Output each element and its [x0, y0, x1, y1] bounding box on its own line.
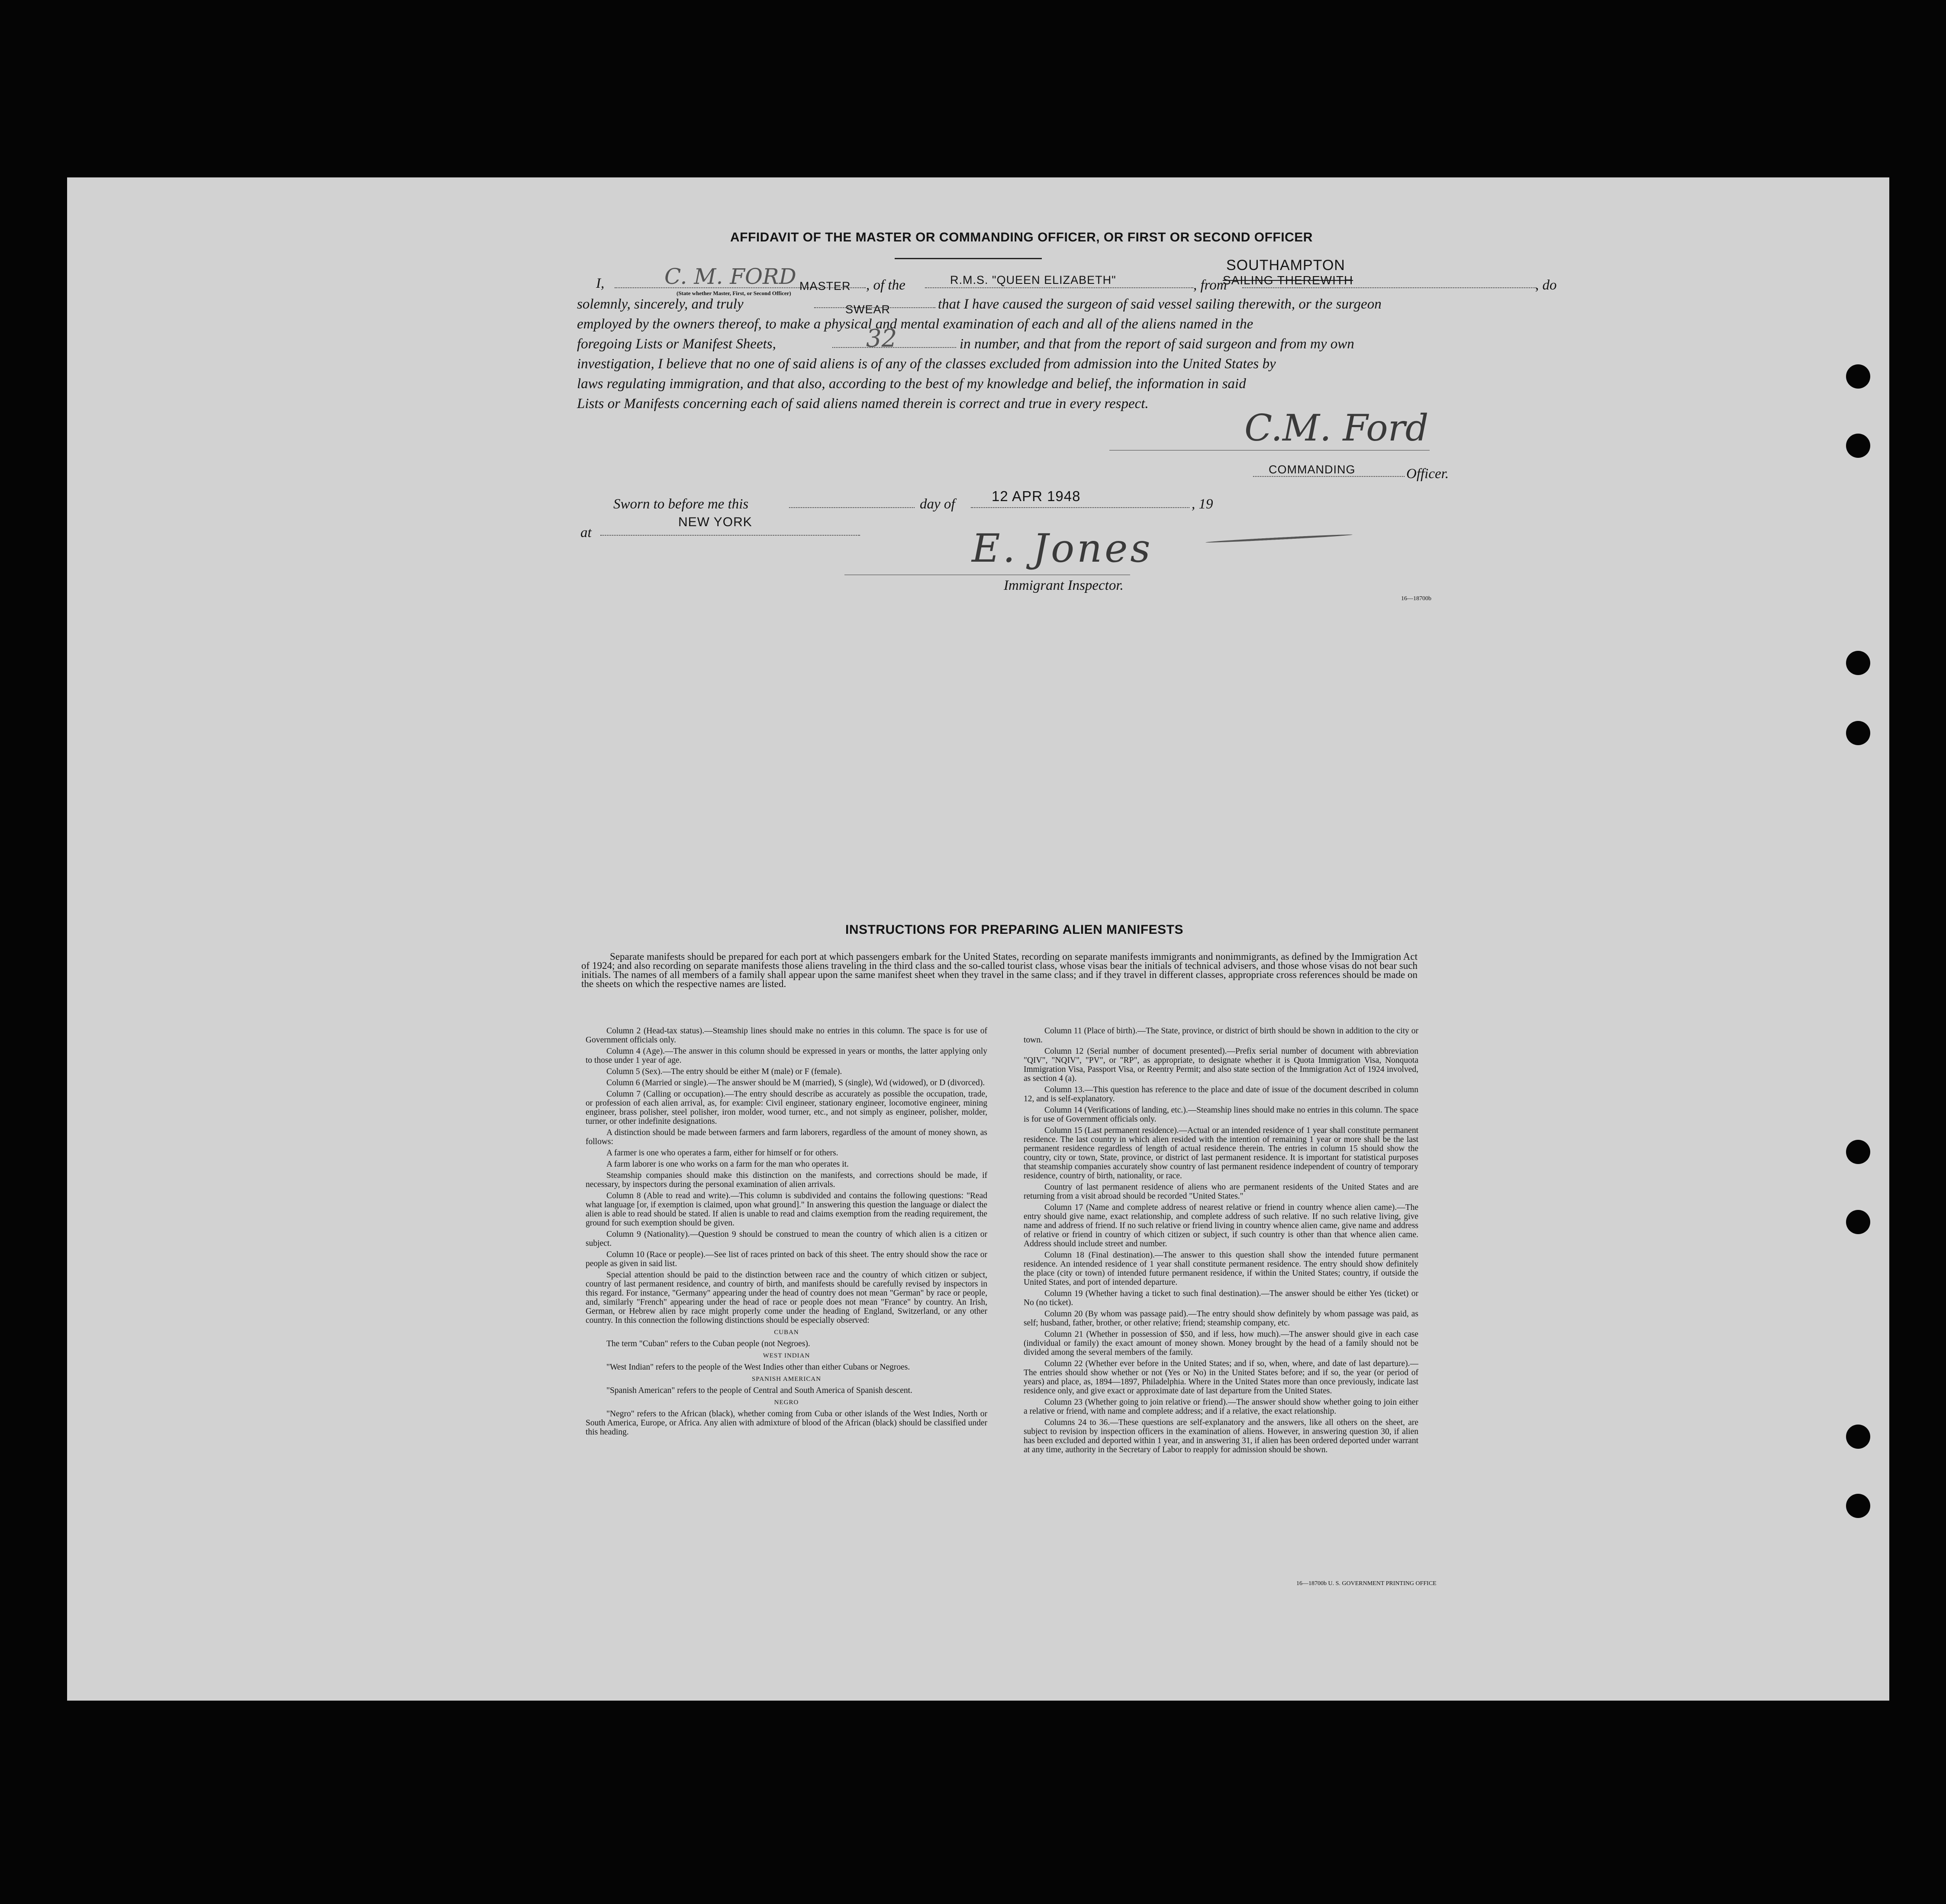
- negro-heading: NEGRO: [774, 1399, 799, 1406]
- left-paragraph: A farmer is one who operates a farm, either for himself or for others.: [606, 1148, 838, 1158]
- of-the-label: , of the: [866, 277, 905, 293]
- sheets-handwritten: 32: [866, 325, 897, 353]
- right-paragraph: Column 23 (Whether going to join relative or friend).—The answer should show whether going to join either a relative or friend, with name and complete address; and if a relative, the exact relationship.: [1024, 1398, 1418, 1416]
- inspector-label: Immigrant Inspector.: [1004, 578, 1124, 593]
- binder-hole: [1846, 1494, 1870, 1518]
- printing-footer: 16—18700b U. S. GOVERNMENT PRINTING OFFICE: [1296, 1580, 1437, 1587]
- binder-hole: [1846, 1210, 1870, 1234]
- do-label: , do: [1535, 277, 1557, 293]
- left-paragraph: Column 4 (Age).—The answer in this column should be expressed in years or months, the latter applying only to those under 1 year of age.: [586, 1047, 987, 1065]
- instructions-left-column: [586, 1026, 987, 1439]
- west-indian-heading: WEST INDIAN: [763, 1352, 810, 1359]
- inspector-signature: E. Jones: [972, 526, 1153, 571]
- place-typed: NEW YORK: [678, 515, 752, 529]
- cuban-heading: CUBAN: [774, 1329, 799, 1336]
- swear-typed: SWEAR: [845, 303, 891, 316]
- right-paragraph: Column 21 (Whether in possession of $50, and if less, how much).—The answer should give in each case (individual or family) the exact amount of money shown. Money brought by the head of a family should not be divided among the several members of the family.: [1024, 1330, 1418, 1357]
- left-paragraph: Column 6 (Married or single).—The answer should be M (married), S (single), Wd (widowed), or D (divorced).: [606, 1078, 985, 1087]
- struck-text: SAILING THEREWITH: [1223, 273, 1353, 287]
- master-signature: C.M. Ford: [1244, 407, 1429, 449]
- west-indian-paragraph: "West Indian" refers to the people of the West Indies other than either Cubans or Negroes.: [606, 1363, 910, 1372]
- title-divider: [895, 258, 1042, 259]
- left-paragraph: Column 7 (Calling or occupation).—The entry should describe as accurately as possible the occupation, trade, or profession of each alien arrival, as, for example: Civil engineer, stationary engineer, locomotive engineer, mining engineer, brass polisher, steel polisher, iron molder, wood turner, etc., and not simply as engineer, polisher, molder, turner, or other indefinite designations.: [586, 1090, 987, 1126]
- instructions-intro: [581, 952, 1418, 988]
- right-paragraph: Column 18 (Final destination).—The answer to this question shall show the intended future permanent residence. An intended residence of 1 year shall constitute permanent residence. The entry should show definitely the place (city or town) of intended future permanent residence, if within the United States; country, if outside the United States, and port of intended departure.: [1024, 1251, 1418, 1287]
- spanish-american-paragraph: "Spanish American" refers to the people of Central and South America of Spanish descent.: [606, 1386, 912, 1395]
- port-line: [1242, 287, 1537, 288]
- line2-b: that I have caused the surgeon of said vessel sailing therewith, or the surgeon: [938, 296, 1382, 312]
- left-paragraph: Column 9 (Nationality).—Question 9 should be construed to mean the country of which alien is a citizen or subject.: [586, 1230, 987, 1248]
- affidavit-title: AFFIDAVIT OF THE MASTER OR COMMANDING OFFICER, OR FIRST OR SECOND OFFICER: [730, 230, 1313, 244]
- affidavit-i: I,: [596, 276, 605, 291]
- port-typed: SOUTHAMPTON: [1226, 257, 1345, 273]
- line6: laws regulating immigration, and that also, according to the best of my knowledge and belief, the information in said: [577, 376, 1246, 392]
- left-paragraph: Column 2 (Head-tax status).—Steamship lines should make no entries in this column. The space is for use of Government officials only.: [586, 1026, 987, 1045]
- name-handwritten: C. M. FORD: [664, 264, 796, 289]
- binder-hole: [1846, 651, 1870, 675]
- right-paragraph: Columns 24 to 36.—These questions are self-explanatory and the answers, like all others on the sheet, are subject to revision by inspection officers in the examination of aliens. However, in answering question 30, if alien has been excluded and deported within 1 year, and in answering 31, if alien has been ordered deported under warrant at any time, authority in the Secretary of Labor to reapply for admission should be shown.: [1024, 1418, 1418, 1454]
- right-paragraph: Column 13.—This question has reference to the place and date of issue of the document described in column 12, and is self-explanatory.: [1024, 1085, 1418, 1103]
- right-paragraph: Column 17 (Name and complete address of nearest relative or friend in country whence alien came).—The entry should give name, exact relationship, and complete address of such relative. If no such relative living, give name and address of friend. If no such relative or friend living in country whence alien came, give name and address of relative or friend in country of which citizen or subject, if such country is other than that whence alien came. Address should include street and number.: [1024, 1203, 1418, 1248]
- line5: investigation, I believe that no one of said aliens is of any of the classes excluded from admission into the United States by: [577, 356, 1276, 372]
- right-paragraph: Column 20 (By whom was passage paid).—The entry should show definitely by whom passage was paid, as self; husband, father, brother, or other relative; friend; steamship company, etc.: [1024, 1309, 1418, 1328]
- from-label: , from: [1193, 277, 1227, 293]
- place-line: [600, 535, 860, 536]
- year-label: , 19: [1192, 496, 1213, 512]
- negro-paragraph: "Negro" refers to the African (black), whether coming from Cuba or other islands of the West Indies, North or South America, Europe, or Africa. Any alien with admixture of blood of the African (black) should be classified under this heading.: [586, 1409, 987, 1437]
- line4-b: in number, and that from the report of said surgeon and from my own: [960, 336, 1354, 352]
- date-stamp: 12 APR 1948: [992, 488, 1081, 504]
- cuban-paragraph: The term "Cuban" refers to the Cuban people (not Negroes).: [606, 1339, 810, 1348]
- vessel-line: [925, 287, 1193, 288]
- left-paragraph: Column 10 (Race or people).—See list of races printed on back of this sheet. The entry should show the race or people as given in said list.: [586, 1250, 987, 1268]
- right-paragraph: Column 14 (Verifications of landing, etc.).—Steamship lines should make no entries in this column. The space is for use of Government officials only.: [1024, 1106, 1418, 1124]
- date-line: [971, 507, 1189, 508]
- officer-label: Officer.: [1406, 466, 1449, 482]
- binder-hole: [1846, 721, 1870, 745]
- vessel-typed: R.M.S. "QUEEN ELIZABETH": [950, 273, 1116, 286]
- rank-caption: (State whether Master, First, or Second Officer): [677, 290, 791, 296]
- left-paragraph: A distinction should be made between farmers and farm laborers, regardless of the amount of money shown, as follows:: [586, 1128, 987, 1146]
- line2-a: solemnly, sincerely, and truly: [577, 296, 744, 312]
- line3: employed by the owners thereof, to make a physical and mental examination of each and all of the aliens named in the: [577, 316, 1253, 332]
- right-paragraph: Column 15 (Last permanent residence).—Actual or an intended residence of 1 year shall constitute permanent residence. The last country in which alien resided with the intention of remaining 1 year or more shall be the last permanent residence regardless of length of actual residence therein. The entries in column 15 should show the country, city or town, State, province, or district of last permanent residence. It is important for statistical purposes that steamship companies accurately show country of last permanent residence independent of country of temporary residence, country of birth, nationality, or race.: [1024, 1126, 1418, 1180]
- intro-paragraph: Separate manifests should be prepared for each port at which passengers embark for the United States, recording on separate manifests immigrants and nonimmigrants, as defined by the Immigration Act of 1924; and also recording on separate manifests those aliens traveling in the third class and the so-called tourist class, whose visas bear the initials of technical advisers, and those whose visas do not bear such initials. The names of all members of a family shall appear upon the same manifest sheet when they travel in the same class; and if they travel in different classes, appropriate cross references should be made on the sheets on which the respective names are listed.: [581, 951, 1418, 989]
- binder-hole: [1846, 364, 1870, 389]
- line7: Lists or Manifests concerning each of said aliens named therein is correct and true in every respect.: [577, 396, 1149, 412]
- instructions-title: INSTRUCTIONS FOR PREPARING ALIEN MANIFESTS: [845, 923, 1184, 937]
- rank-typed: MASTER: [799, 280, 851, 293]
- day-of-label: day of: [920, 496, 955, 512]
- right-paragraph: Column 11 (Place of birth).—The State, province, or district of birth should be shown in addition to the city or town.: [1024, 1026, 1418, 1045]
- spanish-american-heading: SPANISH AMERICAN: [751, 1376, 822, 1383]
- at-label: at: [580, 525, 592, 540]
- manifest-sheet: [67, 177, 1889, 1701]
- sworn-label: Sworn to before me this: [613, 496, 749, 512]
- right-paragraph: Country of last permanent residence of aliens who are permanent residents of the United States and are returning from a visit abroad should be recorded "United States.": [1024, 1183, 1418, 1201]
- left-paragraph: A farm laborer is one who works on a farm for the man who operates it.: [606, 1160, 849, 1169]
- right-paragraph: Column 22 (Whether ever before in the United States; and if so, when, where, and date of last departure).—The entries should show whether or not (Yes or No) in the United States before; and if so, the year (or period of years) and place, as, 1894—1897, Philadelphia. Where in the United States more than once previously, indicate last residence only, and give exact or approximate date of last departure from the United States.: [1024, 1359, 1418, 1396]
- commanding-typed: COMMANDING: [1269, 463, 1356, 476]
- left-paragraph: Column 5 (Sex).—The entry should be either M (male) or F (female).: [606, 1067, 842, 1076]
- commanding-line: [1253, 476, 1405, 477]
- binder-hole: [1846, 1425, 1870, 1449]
- binder-hole: [1846, 1140, 1870, 1164]
- left-paragraph: Special attention should be paid to the distinction between race and the country of which citizen or subject, country of last permanent residence, and country of birth, and manifests should be carefully revised by inspectors in this regard. For instance, "Germany" appearing under the head of country does not mean "German" by race or people, and, similarly "French" appearing under the head of race or people does not mean "France" by country. An Irish, German, or Hebrew alien by race might properly come under the heading of England, Switzerland, or any other country. In this connection the following distinctions should be especially observed:: [586, 1270, 987, 1325]
- right-paragraph: Column 19 (Whether having a ticket to such final destination).—The answer should be either Yes (ticket) or No (no ticket).: [1024, 1289, 1418, 1307]
- left-paragraph: Column 8 (Able to read and write).—This column is subdivided and contains the following questions: "Read what language [or, if exemption is claimed, upon what ground]." In answering this question the language or dialect the alien is able to read should be stated. If alien is unable to read and claims exemption from the reading requirement, the ground for such exemption should be given.: [586, 1191, 987, 1228]
- form-number: 16—18700b: [1401, 595, 1431, 602]
- left-paragraph: Steamship companies should make this distinction on the manifests, and corrections should be made, if necessary, by inspectors during the personal examination of alien arrivals.: [586, 1171, 987, 1189]
- instructions-right-column: [1024, 1026, 1418, 1457]
- right-paragraph: Column 12 (Serial number of document presented).—Prefix serial number of document with abbreviation "QIV", "NQIV", "PV", or "RP", as appropriate, to designate whether it is Quota Immigration Visa, Nonquota Immigration Visa, Passport Visa, or Reentry Permit; and also state section of the Immigration Act of 1924 involved, as section 4 (a).: [1024, 1047, 1418, 1083]
- sworn-day-line: [789, 507, 915, 508]
- binder-hole: [1846, 434, 1870, 458]
- line4-a: foregoing Lists or Manifest Sheets,: [577, 336, 776, 352]
- signature-flourish: [1205, 534, 1353, 544]
